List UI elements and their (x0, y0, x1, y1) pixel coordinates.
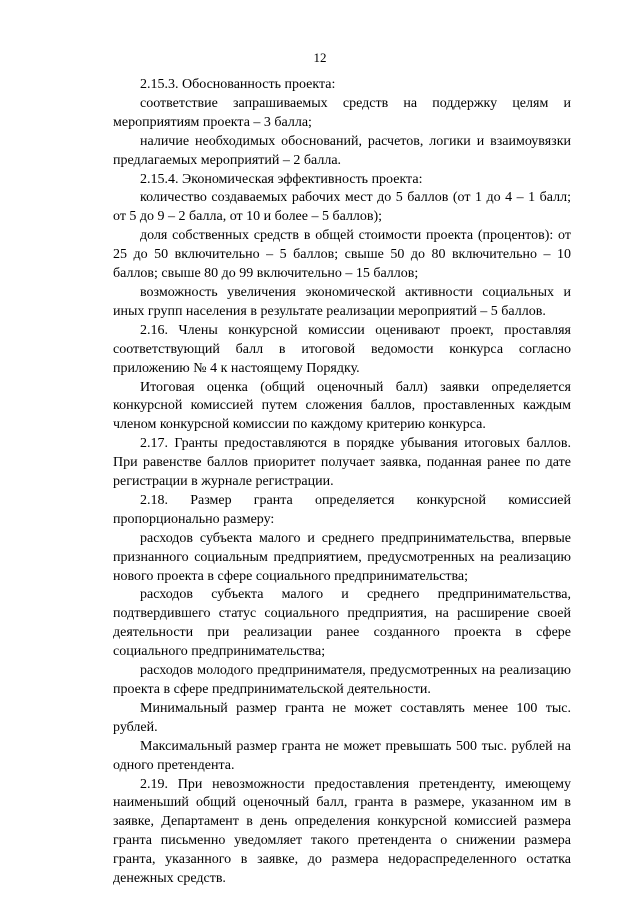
page-number: 12 (313, 50, 327, 65)
paragraph-2-16: 2.16. Члены конкурсной комиссии оценивают проект, проставляя соответствующий балл в итоговой ведомости конкурса согласно приложению № 4 к настоящему Порядку. (113, 322, 571, 376)
paragraph-funds-match: соответствие запрашиваемых средств на поддержку целям и мероприятиям проекта – 3 балла; (113, 95, 571, 130)
paragraph-economic-activity: возможность увеличения экономической активности социальных и иных групп населения в результате реализации мероприятий – 5 баллов. (113, 284, 571, 319)
paragraph-minimum-grant: Минимальный размер гранта не может составлять менее 100 тыс. рублей. (113, 700, 571, 735)
paragraph-jobs-count: количество создаваемых рабочих мест до 5 баллов (от 1 до 4 – 1 балл; от 5 до 9 – 2 балла, от 10 и более – 5 баллов); (113, 190, 571, 225)
document-body (113, 76, 571, 889)
paragraph-expenses-confirmed-social: расходов субъекта малого и среднего предпринимательства, подтвердившего статус социального предприятия, на расширение своей деятельности при реализации ранее созданного проекта в сфере социального предпринимательства; (113, 587, 571, 660)
paragraph-expenses-young-entrepreneur: расходов молодого предпринимателя, предусмотренных на реализацию проекта в сфере предпринимательской деятельности. (113, 663, 571, 697)
paragraph-2-15-4-heading: 2.15.4. Экономическая эффективность проекта: (140, 171, 423, 187)
paragraph-2-15-3-heading: 2.15.3. Обоснованность проекта: (140, 77, 336, 92)
paragraph-expenses-new-social: расходов субъекта малого и среднего предпринимательства, впервые признанного социальным предприятием, предусмотренных на реализацию нового проекта в сфере социального предпринимательства; (113, 530, 571, 584)
paragraph-maximum-grant: Максимальный размер гранта не может превышать 500 тыс. рублей на одного претендента. (113, 738, 571, 773)
paragraph-own-funds-share: доля собственных средств в общей стоимости проекта (процентов): от 25 до 50 включительно – 5 баллов; свыше 50 до 80 включительно – 10 баллов; свыше 80 до 99 включительно – 15 баллов; (113, 228, 571, 282)
paragraph-final-score: Итоговая оценка (общий оценочный балл) заявки определяется конкурсной комиссией путем сложения баллов, проставленных каждым членом конкурсной комиссии по каждому критерию конкурса. (113, 379, 571, 433)
paragraph-justifications: наличие необходимых обоснований, расчетов, логики и взаимоувязки предлагаемых мероприятий – 2 балла. (113, 133, 571, 168)
paragraph-2-17: 2.17. Гранты предоставляются в порядке убывания итоговых баллов. При равенстве баллов приоритет получает заявка, поданная ранее по дате регистрации в журнале регистрации. (113, 436, 571, 490)
paragraph-2-19: 2.19. При невозможности предоставления претенденту, имеющему наименьший общий оценочный балл, гранта в размере, указанном им в заявке, Департамент в день определения конкурсной комиссией размера гранта письменно уведомляет такого претендента о снижении размера гранта, указанного в заявке, до размера недораспределенного остатка денежных средств. (113, 776, 571, 887)
paragraph-2-18: 2.18. Размер гранта определяется конкурсной комиссией пропорционально размеру: (113, 492, 571, 527)
